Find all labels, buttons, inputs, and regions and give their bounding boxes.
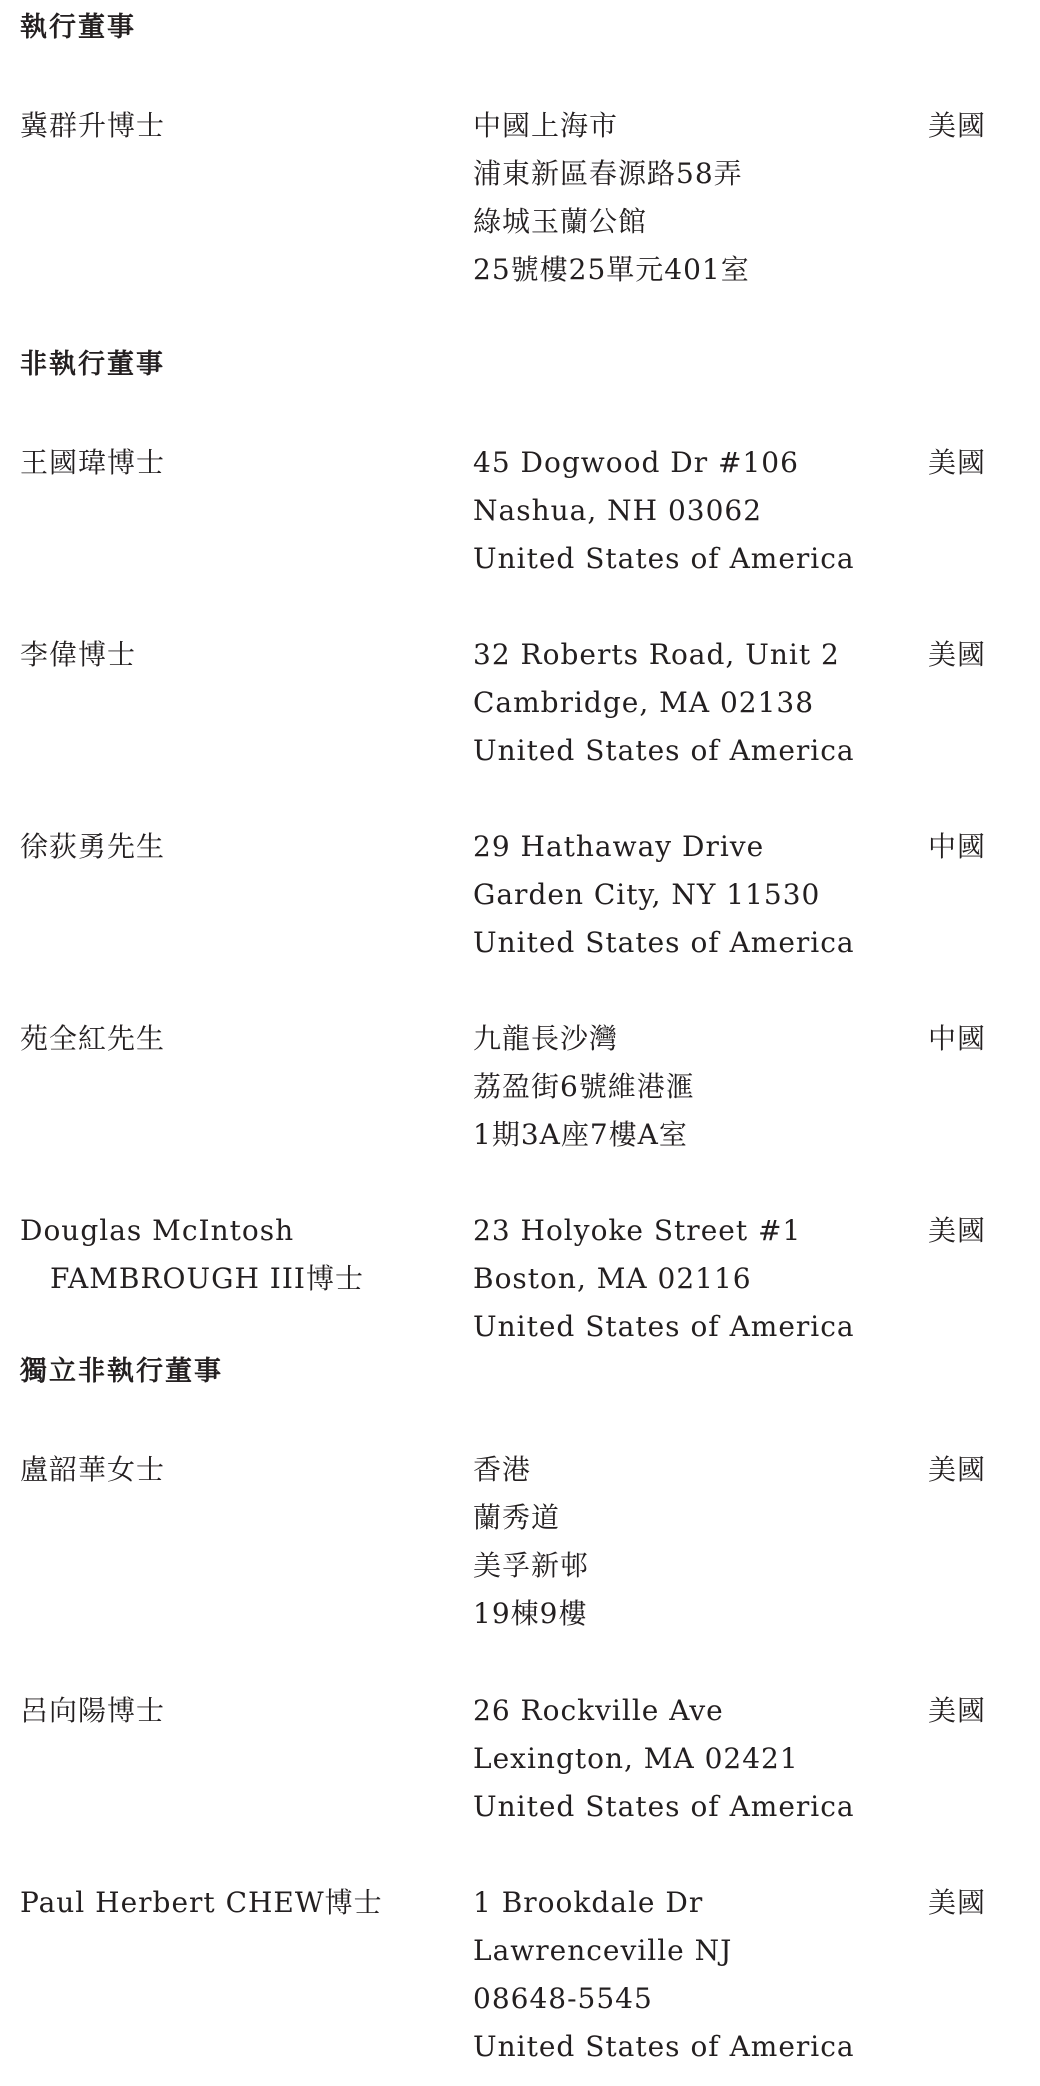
- director-name-line: 徐荻勇先生: [20, 830, 166, 863]
- address-line: 32 Roberts Road, Unit 2: [473, 638, 840, 671]
- director-name-line: 冀群升博士: [20, 109, 166, 142]
- address-line: 1期3A座7樓A室: [473, 1118, 688, 1151]
- address-line: Nashua, NH 03062: [473, 494, 763, 527]
- director-name: [20, 1015, 165, 1063]
- address-line: 美孚新邨: [473, 1549, 590, 1582]
- director-name: [20, 1879, 383, 1927]
- address-line: 19棟9樓: [473, 1597, 588, 1630]
- director-name: [20, 1446, 165, 1494]
- director-nationality: 美國: [928, 1214, 987, 1247]
- director-name-line: Paul Herbert CHEW博士: [20, 1886, 383, 1919]
- director-nationality: 美國: [928, 1886, 987, 1919]
- director-address: [473, 823, 855, 967]
- director-name-line: 李偉博士: [20, 638, 137, 671]
- director-name-line: 苑全紅先生: [20, 1022, 166, 1055]
- director-name: [20, 823, 165, 871]
- director-name: [20, 1207, 364, 1303]
- address-line: 香港: [473, 1453, 532, 1486]
- director-name: [20, 631, 136, 679]
- director-nationality: 中國: [928, 1022, 987, 1055]
- director-address: [473, 1687, 855, 1831]
- address-line: 23 Holyoke Street #1: [473, 1214, 802, 1247]
- director-name: [20, 439, 165, 487]
- director-nationality: 美國: [928, 446, 987, 479]
- director-name-line: 王國瑋博士: [20, 446, 166, 479]
- director-address: [473, 1207, 855, 1351]
- director-address: [473, 1015, 695, 1159]
- director-name-line: 呂向陽博士: [20, 1694, 166, 1727]
- address-line: 九龍長沙灣: [473, 1022, 619, 1055]
- director-address: [473, 1879, 855, 2071]
- director-name-line: FAMBROUGH III博士: [50, 1262, 364, 1295]
- address-line: 1 Brookdale Dr: [473, 1886, 704, 1919]
- director-nationality: 中國: [928, 830, 987, 863]
- address-line: United States of America: [473, 2030, 855, 2063]
- director-nationality: 美國: [928, 109, 987, 142]
- address-line: 29 Hathaway Drive: [473, 830, 765, 863]
- address-line: United States of America: [473, 734, 855, 767]
- section-heading-executive: 執行董事: [20, 12, 136, 43]
- director-nationality: 美國: [928, 1694, 987, 1727]
- address-line: 荔盈街6號維港滙: [473, 1070, 695, 1103]
- director-nationality: 美國: [928, 1453, 987, 1486]
- section-heading-non-executive: 非執行董事: [20, 349, 165, 380]
- address-line: Garden City, NY 11530: [473, 878, 821, 911]
- director-address: [473, 631, 855, 775]
- address-line: United States of America: [473, 542, 855, 575]
- director-address: [473, 102, 750, 294]
- address-line: 蘭秀道: [473, 1501, 561, 1534]
- address-line: 26 Rockville Ave: [473, 1694, 724, 1727]
- director-name-line: 盧韶華女士: [20, 1453, 166, 1486]
- director-name: [20, 1687, 165, 1735]
- director-name-line: Douglas McIntosh: [20, 1214, 295, 1247]
- director-nationality: 美國: [928, 638, 987, 671]
- address-line: United States of America: [473, 926, 855, 959]
- address-line: 綠城玉蘭公館: [473, 205, 648, 238]
- address-line: 浦東新區春源路58弄: [473, 157, 743, 190]
- address-line: 45 Dogwood Dr #106: [473, 446, 799, 479]
- address-line: 08648-5545: [473, 1982, 653, 2015]
- address-line: Boston, MA 02116: [473, 1262, 752, 1295]
- address-line: United States of America: [473, 1790, 855, 1823]
- address-line: Lawrenceville NJ: [473, 1934, 733, 1967]
- director-name: [20, 102, 165, 150]
- director-address: [473, 1446, 589, 1638]
- address-line: Cambridge, MA 02138: [473, 686, 815, 719]
- director-address: [473, 439, 855, 583]
- section-heading-independent: 獨立非執行董事: [20, 1356, 223, 1387]
- address-line: 中國上海市: [473, 109, 619, 142]
- address-line: United States of America: [473, 1310, 855, 1343]
- address-line: 25號樓25單元401室: [473, 253, 750, 286]
- address-line: Lexington, MA 02421: [473, 1742, 799, 1775]
